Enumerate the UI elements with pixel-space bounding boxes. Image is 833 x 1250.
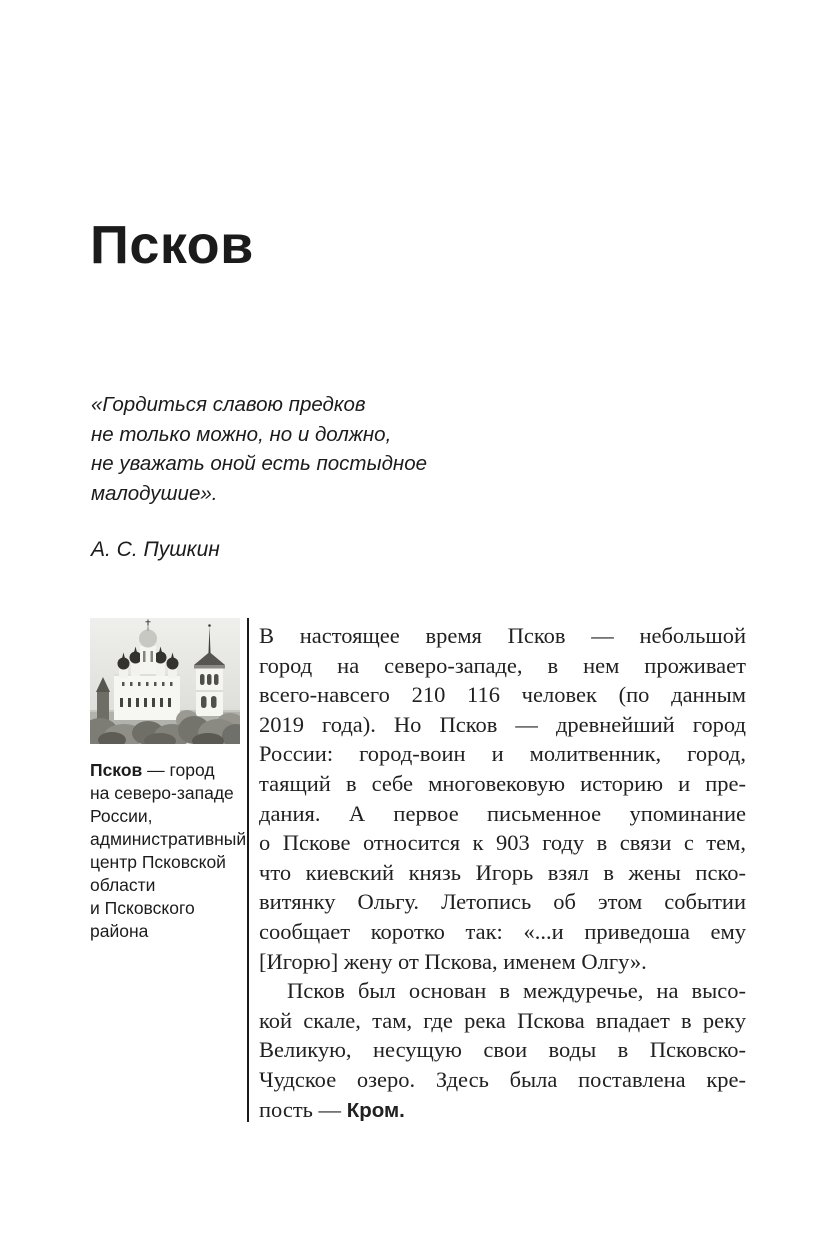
photo-caption bbox=[90, 759, 248, 943]
body-text-line: таящий в себе многовековую историю и пре- bbox=[259, 770, 746, 796]
caption-line: области bbox=[90, 875, 156, 895]
body-text-line: Чудское озеро. Здесь была поставлена кре- bbox=[259, 1066, 746, 1092]
column-divider bbox=[247, 618, 249, 1122]
pskov-kremlin-photo bbox=[90, 618, 240, 744]
krom-term: Кром. bbox=[346, 1098, 405, 1122]
body-text-line: Великую, несущую свои воды в Псковско- bbox=[259, 1037, 746, 1063]
kremlin-photo-illustration bbox=[90, 618, 240, 744]
body-text-fragment: пость — bbox=[259, 1096, 347, 1122]
caption-line: района bbox=[90, 921, 149, 941]
quote-attribution: А. С. Пушкин bbox=[91, 538, 220, 561]
body-text-line: о Пскове относится к 903 году в связи с тем, bbox=[259, 830, 746, 856]
body-text-line: дания. А первое письменное упоминание bbox=[259, 800, 746, 826]
page-title: Псков bbox=[90, 215, 254, 275]
caption-line: России, bbox=[90, 806, 153, 826]
body-text-line bbox=[259, 1095, 746, 1126]
body-text-line: что киевский князь Игорь взял в жены пско- bbox=[259, 859, 746, 885]
body-text-line: кой скале, там, где река Пскова впадает в реку bbox=[259, 1007, 746, 1033]
caption-text: — город bbox=[142, 760, 215, 780]
body-text-line: город на северо-западе, в нем проживает bbox=[259, 652, 746, 678]
body-text-line: Псков был основан в междуречье, на высо- bbox=[287, 978, 746, 1004]
quote-line: «Гордиться славою предков bbox=[91, 393, 366, 416]
caption-line: и Псковского bbox=[90, 898, 195, 918]
caption-term: Псков bbox=[90, 760, 143, 780]
body-text-line: В настоящее время Псков — небольшой bbox=[259, 623, 746, 648]
body-text-line: России: город-воин и молитвенник, город, bbox=[259, 741, 746, 767]
body-text-line: [Игорю] жену от Пскова, именем Олгу». bbox=[259, 948, 647, 974]
quote-line: не только можно, но и должно, bbox=[91, 422, 392, 446]
body-text-line: 2019 года). Но Псков — древнейший город bbox=[259, 711, 746, 737]
caption-line bbox=[90, 759, 248, 782]
caption-line: центр Псковской bbox=[90, 852, 226, 872]
caption-line: на северо-западе bbox=[90, 783, 234, 803]
body-text-line: всего-навсего 210 116 человек (по данным bbox=[259, 682, 746, 708]
body-text bbox=[259, 621, 746, 1125]
body-text-line: сообщает коротко так: «...и приведоша ему bbox=[259, 918, 746, 944]
epigraph-quote bbox=[91, 390, 491, 508]
quote-line: малодушие». bbox=[91, 481, 218, 505]
caption-line: административный bbox=[90, 829, 247, 849]
body-text-line: витянку Ольгу. Летопись об этом событии bbox=[259, 889, 746, 915]
quote-line: не уважать оной есть постыдное bbox=[91, 452, 427, 475]
